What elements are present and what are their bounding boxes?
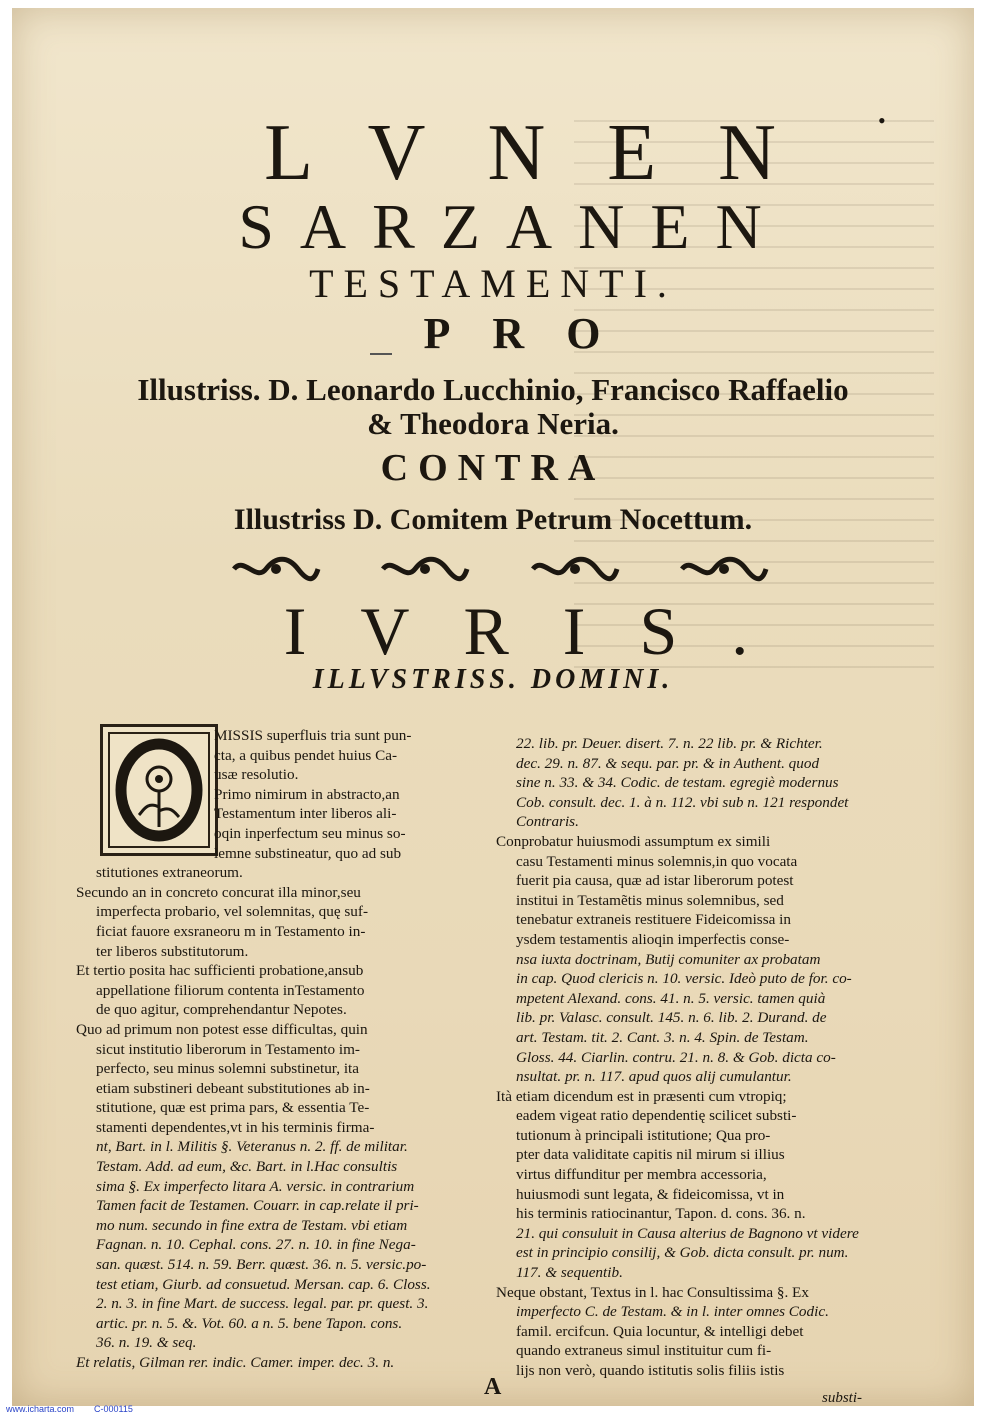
text-line: tutionum à principali istitutione; Qua pro- xyxy=(516,1126,771,1144)
ornament-icon xyxy=(529,556,621,582)
text-line: stitutione, quæ est prima pars, & essentia Te- xyxy=(96,1099,370,1117)
text-line: famil. ercifcun. Quia locuntur, & intelligi debet xyxy=(516,1322,804,1340)
text-line: 2. n. 3. in fine Mart. de success. legal. par. pr. quest. 3. xyxy=(96,1295,429,1313)
text-line: huiusmodi sunt legata, & fideicomissa, vt in xyxy=(516,1185,785,1203)
watermark-text: www.icharta.com xyxy=(6,1404,75,1414)
text-line: Gloss. 44. Ciarlin. contru. 21. n. 8. & Gob. dicta co- xyxy=(516,1048,836,1066)
text-line: 21. qui consuluit in Causa alterius de Bagnono vt videre xyxy=(516,1224,859,1242)
text-line: imperfecta probario, vel solemnitas, quę suf- xyxy=(96,903,369,921)
text-line: ficiat fauore exsraneoru m in Testamento in- xyxy=(96,922,366,940)
text-line: quando extraneus simul instituitur cum fi- xyxy=(516,1342,772,1360)
text-line: usæ resolutio. xyxy=(214,766,299,784)
text-line: virtus diffunditur per membra accessoria, xyxy=(516,1166,767,1184)
catchword: substi- xyxy=(822,1390,863,1406)
text-line: nt, Bart. in l. Militis §. Veteranus n. 2. ff. de militar. xyxy=(96,1138,408,1156)
text-line: eadem vigeat ratio dependentię scilicet substi- xyxy=(516,1107,797,1125)
text-line: ysdem testamentis alioqin imperfectis conse- xyxy=(516,930,790,948)
document-page xyxy=(12,8,974,1406)
text-line: Conprobatur huiusmodi assumptum ex simili xyxy=(496,832,771,850)
title-line-3: TESTAMENTI. xyxy=(309,261,677,306)
title-line-5: Illustriss. D. Leonardo Lucchinio, Francisco Raffaelio xyxy=(137,372,849,407)
text-line: Ità etiam dicendum est in præsenti cum vtropiq; xyxy=(496,1087,787,1105)
text-line: stamenti dependentes,vt in his terminis firma- xyxy=(96,1118,375,1136)
text-line: Secundo an in concreto concurat illa minor,seu xyxy=(76,883,361,901)
title-line-4: PRO xyxy=(423,309,643,358)
text-line: casu Testamenti minus solemnis,in quo vocata xyxy=(516,852,798,870)
item-code: C-000115 xyxy=(94,1404,133,1414)
text-line: Testam. Add. ad eum, &c. Bart. in l.Hac consultis xyxy=(96,1158,398,1176)
title-line-2: SARZANEN xyxy=(238,191,788,262)
text-line: Cob. consult. dec. 1. à n. 112. vbi sub n. 121 respondet xyxy=(516,793,849,811)
text-line: lib. pr. Valasc. consult. 145. n. 6. lib. 2. Durand. de xyxy=(516,1009,827,1027)
text-line: MISSIS superfluis tria sunt pun- xyxy=(214,727,412,744)
text-line: his terminis ratiocinantur, Tapon. d. cons. 36. n. xyxy=(516,1205,806,1223)
text-line: Testamentum inter liberos ali- xyxy=(214,805,397,823)
text-line: etiam substineri debeant substitutiones ab in- xyxy=(96,1079,370,1097)
text-line: institui in Testamẽtis minus solemnibus, sed xyxy=(516,891,784,909)
printer-mark: • xyxy=(878,108,886,133)
ornament-icon xyxy=(379,556,471,582)
text-line: dec. 29. n. 87. & sequ. par. pr. & in Authent. quod xyxy=(516,754,820,772)
title-line-8: Illustriss D. Comitem Petrum Nocettum. xyxy=(233,503,753,536)
text-line: oqin inperfectum seu minus so- xyxy=(214,824,406,842)
text-line: fuerit pia causa, quæ ad istar liberorum potest xyxy=(516,872,794,890)
text-line: test etiam, Giurb. ad consuetud. Mersan. cap. 6. Closs. xyxy=(96,1275,431,1293)
text-line: Neque obstant, Textus in l. hac Consultissima §. Ex xyxy=(496,1283,809,1301)
ornament-icon xyxy=(678,556,770,582)
text-line: Fagnan. n. 10. Cephal. cons. 27. n. 10. in fine Nega- xyxy=(96,1236,416,1254)
text-line: ter liberos substitutorum. xyxy=(96,942,249,960)
text-line: mpetent Alexand. cons. 41. n. 5. versic. tamen quià xyxy=(516,989,826,1007)
text-line: Contraris. xyxy=(516,813,579,831)
text-line: perfecto, seu minus solemni substinetur, ita xyxy=(96,1060,360,1078)
text-line: tenebatur extraneis restituere Fideicomissa in xyxy=(516,911,791,929)
title-line-7: CONTRA xyxy=(380,447,606,489)
text-line: Quo ad primum non potest esse difficultas, quin xyxy=(76,1020,368,1038)
text-line: 36. n. 19. & seq. xyxy=(96,1334,197,1352)
text-line: artic. pr. n. 5. &. Vot. 60. a n. 5. bene Tapon. cons. xyxy=(96,1314,403,1332)
text-line: sima §. Ex imperfecto litara A. versic. in contrarium xyxy=(96,1177,415,1195)
text-line: lijs non verò, quando istitutis solis filiis istis xyxy=(516,1362,785,1379)
text-line: 22. lib. pr. Deuer. disert. 7. n. 22 lib. pr. & Richter. xyxy=(516,735,823,752)
text-line: in cap. Quod clericis n. 10. versic. Ideò puto de for. co- xyxy=(516,970,852,988)
text-line: Et relatis, Gilman rer. indic. Camer. imper. dec. 3. n. xyxy=(76,1354,395,1371)
text-line: Et tertio posita hac sufficienti probatione,ansub xyxy=(76,962,364,980)
text-line: est in principio consilij, & Gob. dicta consult. pr. num. xyxy=(516,1244,849,1262)
ornament-row xyxy=(230,556,770,582)
text-line: pter data validitate capitis nil mirum si illius xyxy=(516,1146,785,1164)
text-line: art. Testam. tit. 2. Cant. 3. n. 4. Spin. de Testam. xyxy=(516,1028,809,1046)
text-line: nsa iuxta doctrinam, Butij comuniter ax probatam xyxy=(516,950,821,968)
signature-mark: A xyxy=(484,1374,502,1400)
text-line: lemne substineatur, quo ad sub xyxy=(214,844,402,862)
text-line: de quo agitur, comprehendantur Nepotes. xyxy=(96,1001,347,1019)
text-line: san. quæst. 514. n. 59. Berr. quæst. 36. n. 5. versic.po- xyxy=(96,1256,427,1274)
text-line: appellatione filiorum contenta inTestamento xyxy=(96,981,365,999)
right-text-column xyxy=(496,734,914,1381)
text-line: mo num. secundo in fine extra de Testam. vbi etiam xyxy=(96,1216,408,1234)
text-line: sicut institutio liberorum in Testamento im- xyxy=(96,1040,360,1058)
ornament-icon xyxy=(230,556,322,582)
title-line-10: ILLVSTRISS. DOMINI. xyxy=(312,664,674,695)
text-line: Tamen facit de Testamen. Couarr. in cap.relate il pri- xyxy=(96,1197,419,1215)
divider xyxy=(370,353,392,355)
text-line: sine n. 33. & 34. Codic. de testam. egregiè modernus xyxy=(516,774,839,792)
text-line: cta, a quibus pendet huius Ca- xyxy=(214,746,398,764)
title-line-1: LVNEN xyxy=(264,109,838,197)
text-line: nsultat. pr. n. 117. apud quos alij cumulantur. xyxy=(516,1068,792,1086)
left-text-column xyxy=(76,726,494,1373)
text-line: stitutiones extraneorum. xyxy=(96,864,243,882)
text-line: imperfecto C. de Testam. & in l. inter omnes Codic. xyxy=(516,1303,829,1321)
title-line-9: IVRIS. xyxy=(283,593,803,669)
text-line: Primo nimirum in abstracto,an xyxy=(214,785,400,803)
text-line: 117. & sequentib. xyxy=(516,1264,623,1282)
title-line-6: & Theodora Neria. xyxy=(367,406,619,441)
